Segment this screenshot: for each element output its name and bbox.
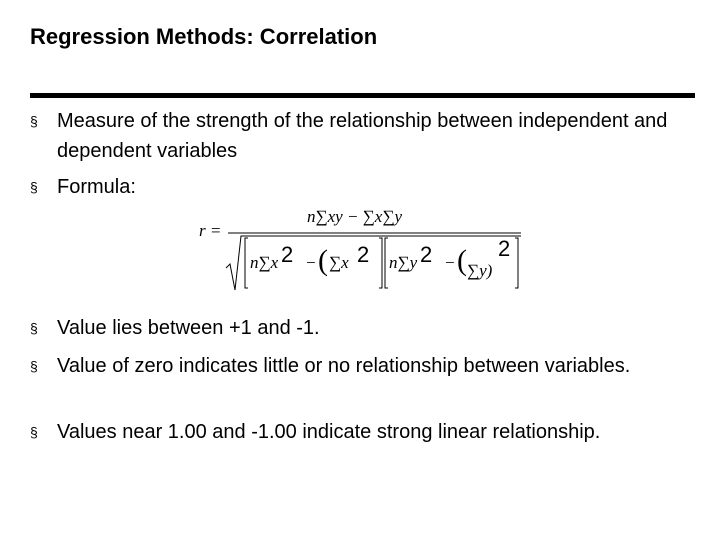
bullet-marker: § xyxy=(30,113,38,129)
left-bracket-close xyxy=(379,238,382,288)
bullet-item xyxy=(30,106,670,166)
paren-open: ( xyxy=(318,244,328,277)
bullet-item xyxy=(30,351,670,381)
correlation-formula xyxy=(195,200,525,295)
minus-sign: − xyxy=(306,253,316,272)
left-bracket xyxy=(245,238,248,288)
superscript-two: 2 xyxy=(357,242,370,267)
bullet-item xyxy=(30,417,670,447)
bullet-text: Measure of the strength of the relationship between independent and dependent variables xyxy=(57,110,668,162)
bullet-marker: § xyxy=(30,424,38,440)
formula-numerator: n∑xy − ∑x∑y xyxy=(307,207,403,226)
formula-graphic xyxy=(195,200,525,295)
formula-lhs: r = xyxy=(199,221,222,240)
superscript-two: 2 xyxy=(498,236,511,261)
paren-open: ( xyxy=(457,244,467,277)
right-bracket xyxy=(385,238,388,288)
denominator-left-term: n∑x xyxy=(250,253,279,272)
bullet-text: Formula: xyxy=(57,176,136,198)
bullet-marker: § xyxy=(30,320,38,336)
title-divider xyxy=(30,93,695,98)
bullet-item xyxy=(30,313,670,343)
bullet-text: Value of zero indicates little or no relationship between variables. xyxy=(57,355,631,377)
bullet-marker: § xyxy=(30,358,38,374)
sum-x: ∑x xyxy=(329,253,349,272)
page-title: Regression Methods: Correlation xyxy=(30,24,378,49)
minus-sign: − xyxy=(445,253,455,272)
bullet-text: Value lies between +1 and -1. xyxy=(57,317,320,339)
sum-y: ∑y) xyxy=(467,261,493,280)
bullet-text: Values near 1.00 and -1.00 indicate strong linear relationship. xyxy=(57,421,601,443)
superscript-two: 2 xyxy=(281,242,294,267)
denominator-right-term: n∑y xyxy=(389,253,418,272)
superscript-two: 2 xyxy=(420,242,433,267)
bullet-marker: § xyxy=(30,179,38,195)
right-bracket-close xyxy=(515,238,518,288)
bullet-item xyxy=(30,172,670,202)
